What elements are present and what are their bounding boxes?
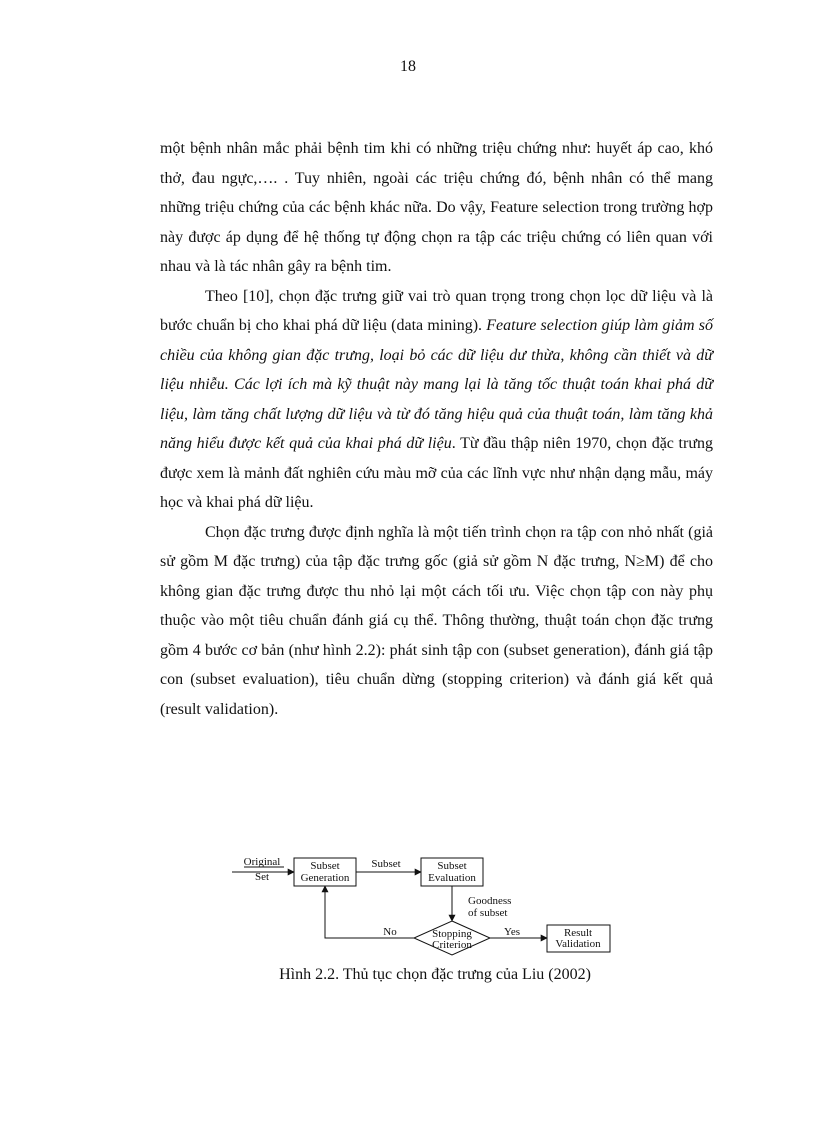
subset-generation-line2: Generation	[300, 872, 350, 884]
edge-label-no: No	[383, 926, 397, 938]
goodness-label-line2: of subset	[468, 907, 508, 919]
subset-evaluation-line2: Evaluation	[428, 872, 476, 884]
result-validation-line2: Validation	[555, 938, 601, 950]
flowchart-svg	[214, 843, 622, 971]
subset-evaluation-line1: Subset	[437, 860, 467, 872]
body-text	[160, 134, 713, 724]
stopping-criterion-line2: Criterion	[432, 939, 472, 951]
feature-selection-flowchart	[214, 843, 622, 971]
edge-label-subset: Subset	[371, 858, 401, 870]
paragraph-2-start: Theo [10], chọn đặc trưng giữ vai trò quan trọng trong chọn lọc dữ liệu và là bước chuẩn bị cho khai phá dữ liệu (data mining).	[160, 287, 713, 334]
paragraph-1: một bệnh nhân mắc phải bệnh tim khi có những triệu chứng như: huyết áp cao, khó thở, đau ngực,…. . Tuy nhiên, ngoài các triệu chứng đó, bệnh nhân có thể mang những triệu chứng của các bệnh khác nữa. Do vậy, Feature selection trong trường hợp này được áp dụng để hệ thống tự động chọn ra tập các triệu chứng có liên quan với nhau và là tác nhân gây ra bệnh tim.	[160, 140, 713, 275]
goodness-label-line1: Goodness	[468, 895, 512, 907]
no-feedback-arrow	[325, 886, 414, 938]
subset-generation-line1: Subset	[310, 860, 340, 872]
paragraph-3: Chọn đặc trưng được định nghĩa là một tiến trình chọn ra tập con nhỏ nhất (giả sử gồm M đặc trưng) của tập đặc trưng gốc (giả sử gồm N đặc trưng, N≥M) để cho không gian đặc trưng được thu nhỏ lại một cách tối ưu. Việc chọn tập con này phụ thuộc vào một tiêu chuẩn đánh giá cụ thể. Thông thường, thuật toán chọn đặc trưng gồm 4 bước cơ bản (như hình 2.2): phát sinh tập con (subset generation), đánh giá tập con (subset evaluation), tiêu chuẩn dừng (stopping criterion) và đánh giá kết quả (result validation).	[160, 523, 713, 718]
page-number: 18	[400, 58, 416, 75]
input-label-set: Set	[254, 871, 270, 883]
paragraph-2-end: . Từ đầu thập niên 1970, chọn đặc trưng được xem là mảnh đất nghiên cứu màu mỡ của các lĩnh vực như nhận dạng mẫu, máy học và khai phá dữ liệu.	[160, 435, 713, 511]
paragraph-2-italic: Feature selection giúp làm giảm số chiều của không gian đặc trưng, loại bỏ các dữ liệu dư thừa, không cần thiết và dữ liệu nhiễu. Các lợi ích mà kỹ thuật này mang lại là tăng tốc thuật toán khai phá dữ liệu, làm tăng chất lượng dữ liệu và từ đó tăng hiệu quả của thuật toán, làm tăng khả năng hiểu được kết quả của khai phá dữ liệu	[160, 317, 714, 452]
figure-caption: Hình 2.2. Thủ tục chọn đặc trưng của Liu (2002)	[279, 966, 591, 983]
input-label-original: Original	[243, 856, 281, 868]
stopping-criterion-line1: Stopping	[432, 928, 472, 940]
edge-label-yes: Yes	[503, 926, 521, 938]
paragraph-2	[160, 282, 713, 518]
result-validation-line1: Result	[563, 927, 593, 939]
